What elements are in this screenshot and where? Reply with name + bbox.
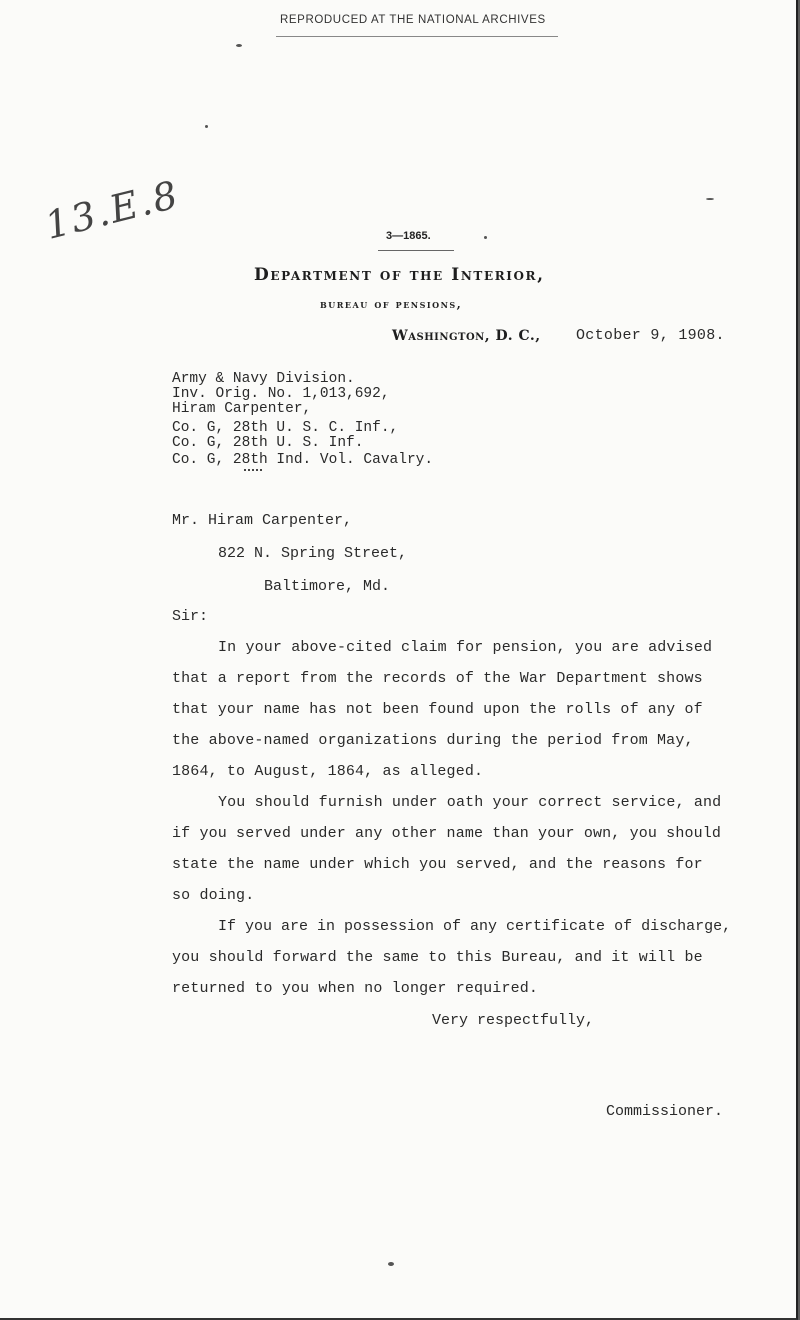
salutation: Sir:: [172, 608, 209, 625]
reference-line: Hiram Carpenter,: [172, 401, 312, 417]
body-line: so doing.: [172, 887, 255, 904]
letter-date: October 9, 1908.: [576, 327, 725, 344]
department-heading: Department of the Interior,: [254, 265, 545, 285]
letter-place: Washington, D. C.,: [392, 328, 541, 344]
reference-line: Inv. Orig. No. 1,013,692,: [172, 386, 390, 402]
form-number: 3—1865.: [386, 230, 431, 242]
reference-line: Army & Navy Division.: [172, 371, 355, 387]
handwritten-annotation: 13.E.8: [40, 172, 184, 248]
body-line: if you served under any other name than your own, you should: [172, 825, 722, 842]
signature-title: Commissioner.: [606, 1103, 724, 1120]
speck: [484, 236, 487, 239]
addressee-city: Baltimore, Md.: [264, 578, 391, 595]
body-line: In your above-cited claim for pension, you are advised: [218, 639, 713, 656]
archives-stamp: REPRODUCED AT THE NATIONAL ARCHIVES: [280, 14, 546, 26]
speck: [205, 125, 208, 128]
body-line: returned to you when no longer required.: [172, 980, 539, 997]
body-line: state the name under which you served, and the reasons for: [172, 856, 703, 873]
separator-dashes: [244, 469, 262, 471]
closing: Very respectfully,: [432, 1012, 595, 1029]
speck: [388, 1262, 394, 1266]
reference-line: Co. G, 28th U. S. Inf.: [172, 435, 364, 451]
body-line: the above-named organizations during the period from May,: [172, 732, 694, 749]
bureau-heading: bureau of pensions,: [320, 297, 463, 311]
body-line: 1864, to August, 1864, as alleged.: [172, 763, 484, 780]
form-number-rule: [378, 250, 454, 251]
stamp-underline: [276, 36, 558, 37]
body-line: you should forward the same to this Bureau, and it will be: [172, 949, 703, 966]
reference-line: Co. G, 28th Ind. Vol. Cavalry.: [172, 452, 434, 468]
reference-line: Co. G, 28th U. S. C. Inf.,: [172, 420, 399, 436]
body-line: You should furnish under oath your correct service, and: [218, 794, 722, 811]
body-line: that a report from the records of the War Department shows: [172, 670, 703, 687]
body-line: that your name has not been found upon the rolls of any of: [172, 701, 703, 718]
speck: [706, 198, 714, 200]
body-line: If you are in possession of any certificate of discharge,: [218, 918, 732, 935]
addressee-name: Mr. Hiram Carpenter,: [172, 512, 353, 529]
speck: [236, 44, 242, 47]
addressee-street: 822 N. Spring Street,: [218, 545, 408, 562]
